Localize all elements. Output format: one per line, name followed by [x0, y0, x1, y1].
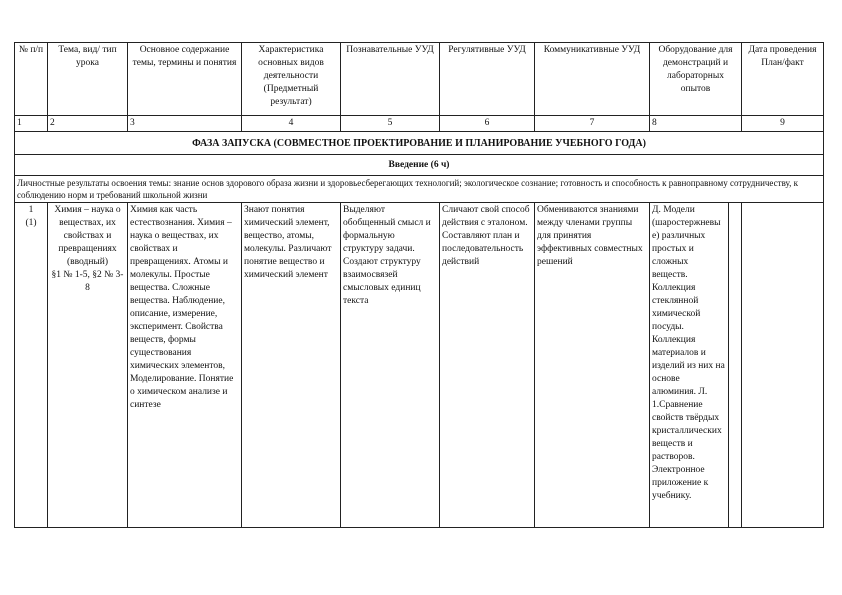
- header-activity: Характеристика основных видов деятельности (Предметный результат): [242, 43, 341, 116]
- column-number: 4: [242, 116, 341, 132]
- column-number: 9: [742, 116, 824, 132]
- header-content: Основное содержание темы, термины и понятия: [128, 43, 242, 116]
- header-date: Дата проведения План/факт: [742, 43, 824, 116]
- lesson-row: [15, 203, 824, 528]
- personal-results: Личностные результаты освоения темы: знание основ здорового образа жизни и здоровьесберегающих технологий; экологическое сознание; готовность и способность к равноправному сотрудничеству, к соблюдению норм и требований школьной жизни: [15, 176, 824, 203]
- column-number: 3: [128, 116, 242, 132]
- section-title: Введение (6 ч): [15, 155, 824, 176]
- lesson-equipment-cell: [650, 203, 742, 528]
- lesson-date: [742, 203, 824, 528]
- column-number: 7: [535, 116, 650, 132]
- header-equipment: Оборудование для демонстраций и лабораторных опытов: [650, 43, 742, 116]
- column-number: 1: [15, 116, 48, 132]
- personal-results-row: [15, 176, 824, 203]
- lesson-regulatory: Сличают свой способ действия с эталоном. Составляют план и последовательность действий: [440, 203, 535, 528]
- lesson-number-cell: [15, 203, 48, 528]
- header-cognitive: Познавательные УУД: [341, 43, 440, 116]
- column-number-row: [15, 116, 824, 132]
- column-number: 6: [440, 116, 535, 132]
- lesson-number-sub: (1): [25, 218, 37, 228]
- header-number: № п/п: [15, 43, 48, 116]
- lesson-activity: Знают понятия химический элемент, вещество, атомы, молекулы. Различают понятие вещество и химический элемент: [242, 203, 341, 528]
- lesson-refs: §1 № 1-5, §2 № 3-8: [51, 270, 124, 293]
- column-number: 5: [341, 116, 440, 132]
- lesson-topic-cell: [48, 203, 128, 528]
- phase-row: [15, 132, 824, 155]
- phase-title: ФАЗА ЗАПУСКА (СОВМЕСТНОЕ ПРОЕКТИРОВАНИЕ И ПЛАНИРОВАНИЕ УЧЕБНОГО ГОДА): [15, 132, 824, 155]
- header-row: [15, 43, 824, 116]
- lesson-cognitive: Выделяют обобщенный смысл и формальную структуру задачи. Создают структуру взаимосвязей смысловых единиц текста: [341, 203, 440, 528]
- column-number: 2: [48, 116, 128, 132]
- lesson-plan-table: [14, 42, 824, 528]
- header-regulatory: Регулятивные УУД: [440, 43, 535, 116]
- lesson-content: Химия как часть естествознания. Химия – наука о веществах, их свойствах и превращениях. Атомы и молекулы. Простые вещества. Сложные вещества. Наблюдение, описание, измерение, эксперимент. Свойства веществ, формы существования химических элементов, Моделирование. Понятие о химическом анализе и синтезе: [128, 203, 242, 528]
- header-topic: Тема, вид/ тип урока: [48, 43, 128, 116]
- equipment-divider: [729, 203, 741, 527]
- lesson-number: 1: [28, 205, 34, 215]
- section-row: [15, 155, 824, 176]
- column-number: 8: [650, 116, 742, 132]
- lesson-communicative: Обмениваются знаниями между членами группы для принятия эффективных совместных решений: [535, 203, 650, 528]
- lesson-topic: Химия – наука о веществах, их свойствах и превращениях (вводный): [54, 205, 121, 267]
- lesson-equipment: Д. Модели (шаростержневы е) различных простых и сложных веществ. Коллекция стеклянной химической посуды. Коллекция материалов и изделий из них на основе алюминия. Л. 1.Сравнение свойств твёрдых кристаллических веществ и растворов. Электронное приложение к учебнику.: [650, 203, 729, 527]
- header-communicative: Коммуникативные УУД: [535, 43, 650, 116]
